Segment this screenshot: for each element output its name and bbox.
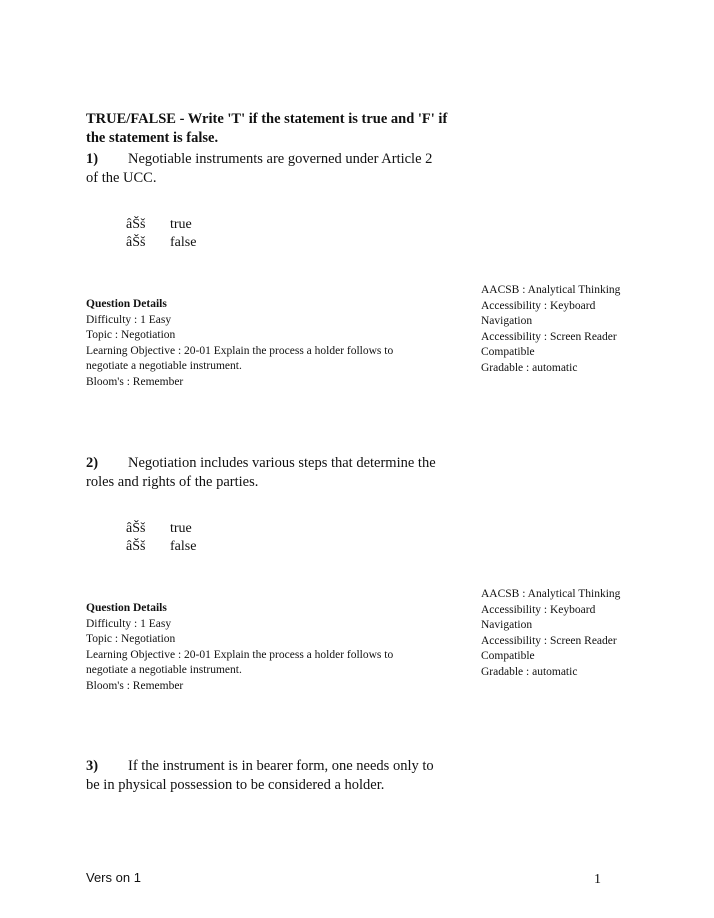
option-false[interactable] xyxy=(126,538,196,556)
learning-objective: Learning Objective : 20-01 Explain the process a holder follows to negotiate a negotiable instrument. xyxy=(86,648,394,676)
details-header: Question Details xyxy=(86,298,167,310)
question-2 xyxy=(86,454,436,492)
question-text: If the instrument is in bearer form, one needs only to be in physical possession to be considered a holder. xyxy=(86,758,434,793)
radio-icon: âŠš xyxy=(126,217,146,232)
question-text: Negotiable instruments are governed under Article 2 of the UCC. xyxy=(86,151,433,186)
option-false[interactable] xyxy=(126,234,196,252)
radio-icon: âŠš xyxy=(126,521,146,536)
question-2-options xyxy=(126,520,196,556)
page-number: 1 xyxy=(594,872,601,887)
gradable: Gradable : automatic xyxy=(481,361,578,374)
aacsb: AACSB : Analytical Thinking xyxy=(481,588,621,600)
footer-version: Vers on 1 xyxy=(86,870,141,885)
question-text: Negotiation includes various steps that determine the roles and rights of the parties. xyxy=(86,455,436,490)
section-heading: TRUE/FALSE - Write 'T' if the statement is true and 'F' if the statement is false. xyxy=(86,111,448,146)
option-label: false xyxy=(170,235,197,250)
question-3 xyxy=(86,757,436,795)
difficulty: Difficulty : 1 Easy xyxy=(86,313,172,326)
question-number: 3) xyxy=(86,758,99,774)
question-1-meta xyxy=(481,283,631,376)
gradable: Gradable : automatic xyxy=(481,665,578,678)
question-1-details xyxy=(86,297,416,390)
question-2-details xyxy=(86,601,416,694)
accessibility-keyboard: Accessibility : Keyboard Navigation xyxy=(481,299,596,327)
accessibility-screen-reader: Accessibility : Screen Reader Compatible xyxy=(481,330,617,358)
question-1 xyxy=(86,150,436,188)
question-number: 1) xyxy=(86,151,99,167)
option-label: true xyxy=(170,217,192,232)
option-label: true xyxy=(170,521,192,536)
radio-icon: âŠš xyxy=(126,235,146,250)
accessibility-screen-reader: Accessibility : Screen Reader Compatible xyxy=(481,634,617,662)
radio-icon: âŠš xyxy=(126,539,146,554)
learning-objective: Learning Objective : 20-01 Explain the process a holder follows to negotiate a negotiable instrument. xyxy=(86,344,394,372)
question-1-options xyxy=(126,216,196,252)
blooms: Bloom's : Remember xyxy=(86,375,184,388)
topic: Topic : Negotiation xyxy=(86,329,176,341)
option-label: false xyxy=(170,539,197,554)
accessibility-keyboard: Accessibility : Keyboard Navigation xyxy=(481,603,596,631)
question-number: 2) xyxy=(86,455,99,471)
blooms: Bloom's : Remember xyxy=(86,679,184,692)
topic: Topic : Negotiation xyxy=(86,633,176,645)
option-true[interactable] xyxy=(126,216,196,234)
details-header: Question Details xyxy=(86,602,167,614)
difficulty: Difficulty : 1 Easy xyxy=(86,617,172,630)
question-2-meta xyxy=(481,587,631,680)
aacsb: AACSB : Analytical Thinking xyxy=(481,284,621,296)
option-true[interactable] xyxy=(126,520,196,538)
